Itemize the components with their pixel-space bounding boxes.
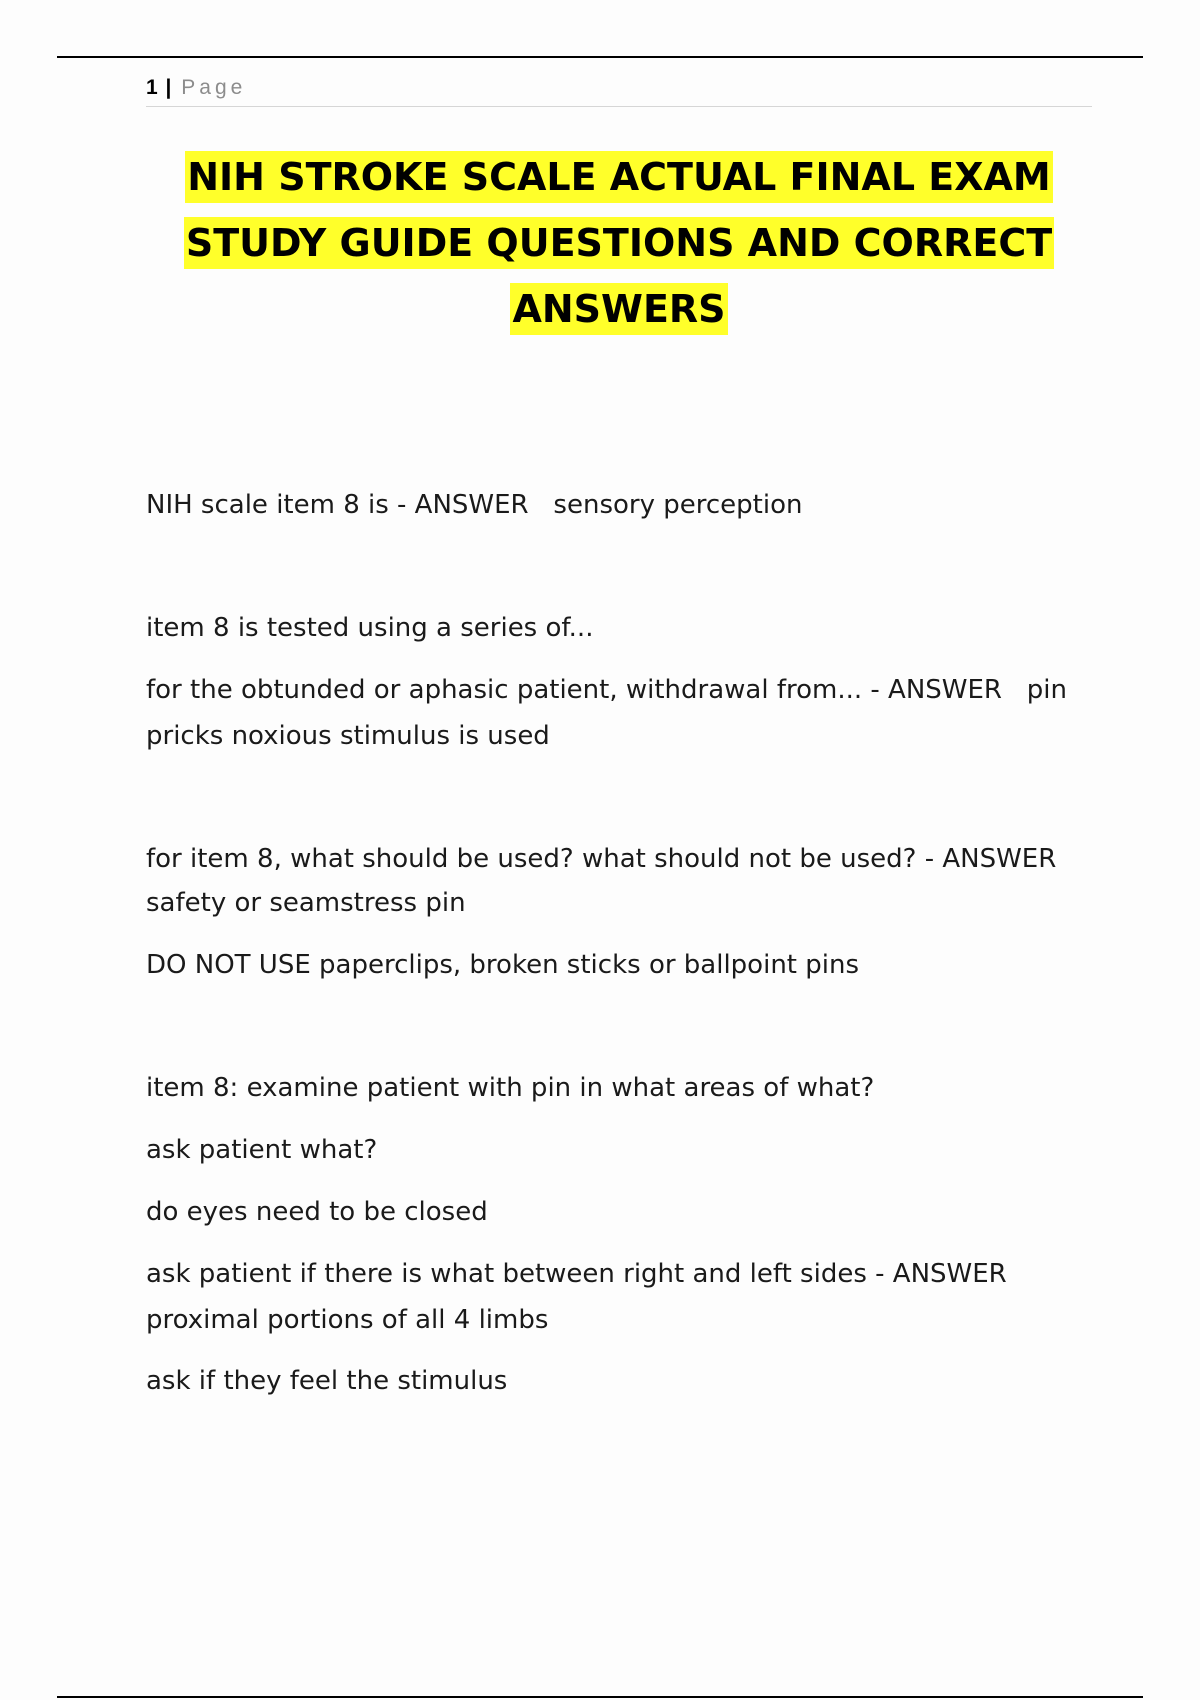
body-line: do eyes need to be closed — [146, 1197, 488, 1227]
page-label: Page — [181, 76, 247, 99]
page-separator: | — [165, 76, 172, 99]
top-rule — [57, 56, 1143, 58]
body-line: proximal portions of all 4 limbs — [146, 1305, 549, 1335]
page-header — [146, 74, 1092, 107]
body-line: item 8: examine patient with pin in what areas of what? — [146, 1073, 875, 1103]
title-text: NIH STROKE SCALE ACTUAL FINAL EXAM STUDY GUIDE QUESTIONS AND CORRECT ANSWERS — [184, 151, 1054, 335]
body-line: DO NOT USE paperclips, broken sticks or ballpoint pins — [146, 950, 860, 980]
body-line: item 8 is tested using a series of... — [146, 613, 594, 643]
body-line: ask if they feel the stimulus — [146, 1366, 508, 1396]
body-line: for the obtunded or aphasic patient, withdrawal from... - ANSWER pin — [146, 675, 1067, 705]
bottom-rule — [57, 1696, 1143, 1698]
body-line: ask patient what? — [146, 1135, 378, 1165]
body-line: safety or seamstress pin — [146, 888, 466, 918]
body-line: for item 8, what should be used? what should not be used? - ANSWER — [146, 844, 1057, 874]
body-line: ask patient if there is what between right and left sides - ANSWER — [146, 1259, 1007, 1289]
body-line: NIH scale item 8 is - ANSWER sensory perception — [146, 490, 803, 520]
document-title — [146, 144, 1092, 342]
body-line: pricks noxious stimulus is used — [146, 721, 550, 751]
page-number: 1 — [146, 76, 158, 99]
